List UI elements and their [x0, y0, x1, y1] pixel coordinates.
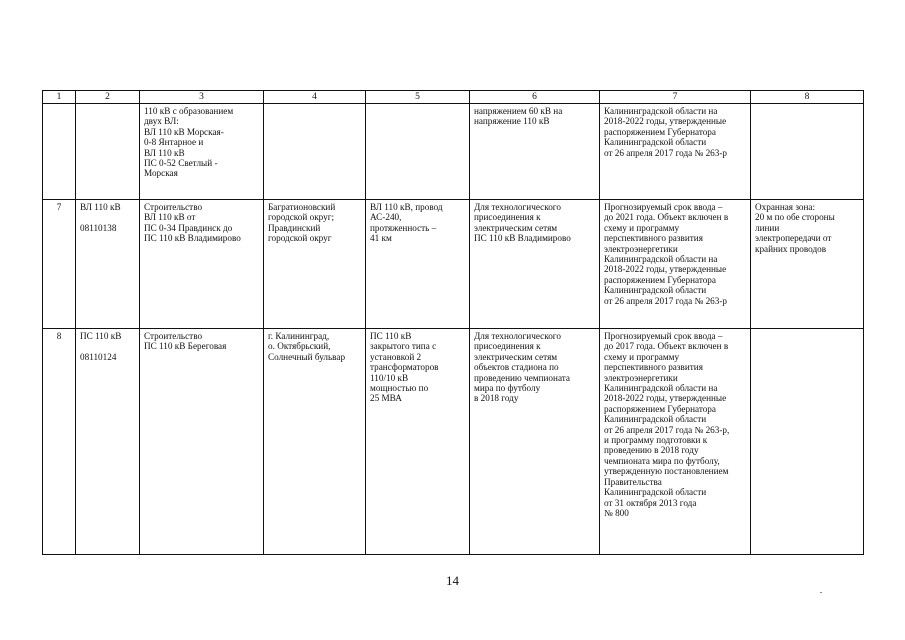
- object-code-cell: [76, 104, 140, 200]
- characteristics-cell: ПС 110 кВ закрытого типа с установкой 2 трансформаторов 110/10 кВ мощностью по 25 МВА: [366, 329, 470, 555]
- object-name-cell: Строительство ВЛ 110 кВ от ПС 0-34 Правдинск до ПС 110 кВ Владимирово: [140, 200, 264, 329]
- location-cell: Багратионовский городской округ; Правдинский городской округ: [264, 200, 366, 329]
- notes-cell: Прогнозируемый срок ввода – до 2021 года. Объект включен в схему и программу перспективного развития электроэнергетики Калининградской области на 2018-2022 годы, утвержденные распоряжением Губернатора Калининградской области от 26 апреля 2017 года № 263-р: [600, 200, 751, 329]
- purpose-cell: напряжением 60 кВ на напряжение 110 кВ: [470, 104, 600, 200]
- register-table: [42, 90, 864, 555]
- column-number-cell: 2: [76, 91, 140, 104]
- zone-cell: [751, 329, 864, 555]
- column-number-cell: 6: [470, 91, 600, 104]
- table-row-7: [43, 200, 864, 329]
- row-index-cell: 8: [43, 329, 76, 555]
- column-number-cell: 8: [751, 91, 864, 104]
- object-name-cell: Строительство ПС 110 кВ Береговая: [140, 329, 264, 555]
- purpose-cell: Для технологического присоединения к электрическим сетям ПС 110 кВ Владимирово: [470, 200, 600, 329]
- location-cell: [264, 104, 366, 200]
- characteristics-cell: [366, 104, 470, 200]
- row-index-cell: [43, 104, 76, 200]
- column-number-row: [43, 91, 864, 104]
- purpose-cell: Для технологического присоединения к электрическим сетям объектов стадиона по проведению чемпионата мира по футболу в 2018 году: [470, 329, 600, 555]
- object-name-cell: 110 кВ с образованием двух ВЛ: ВЛ 110 кВ Морская- 0-8 Янтарное и ВЛ 110 кВ ПС 0-52 Светлый - Морская: [140, 104, 264, 200]
- object-code-cell: ВЛ 110 кВ 08110138: [76, 200, 140, 329]
- object-code-cell: ПС 110 кВ 08110124: [76, 329, 140, 555]
- column-number-cell: 7: [600, 91, 751, 104]
- characteristics-cell: ВЛ 110 кВ, провод АС-240, протяженность – 41 км: [366, 200, 470, 329]
- zone-cell: Охранная зона: 20 м по обе стороны линии электропередачи от крайних проводов: [751, 200, 864, 329]
- column-number-cell: 1: [43, 91, 76, 104]
- notes-cell: Калининградской области на 2018-2022 годы, утвержденные распоряжением Губернатора Калининградской области от 26 апреля 2017 года № 263-р: [600, 104, 751, 200]
- column-number-cell: 4: [264, 91, 366, 104]
- table-row-8: [43, 329, 864, 555]
- column-number-cell: 3: [140, 91, 264, 104]
- row-index-cell: 7: [43, 200, 76, 329]
- table-row-continued: [43, 104, 864, 200]
- zone-cell: [751, 104, 864, 200]
- scan-speck: [820, 592, 822, 593]
- column-number-cell: 5: [366, 91, 470, 104]
- location-cell: г. Калининград, о. Октябрьский, Солнечный бульвар: [264, 329, 366, 555]
- notes-cell: Прогнозируемый срок ввода – до 2017 года. Объект включен в схему и программу перспективного развития электроэнергетики Калининградской области на 2018-2022 годы, утвержденные распоряжением Губернатора Калининградской области от 26 апреля 2017 года № 263-р, и программу подготовки к проведению в 2018 году чемпионата мира по футболу, утвержденную постановлением Правительства Калининградской области от 31 октября 2013 года № 800: [600, 329, 751, 555]
- page-number: 14: [446, 573, 459, 588]
